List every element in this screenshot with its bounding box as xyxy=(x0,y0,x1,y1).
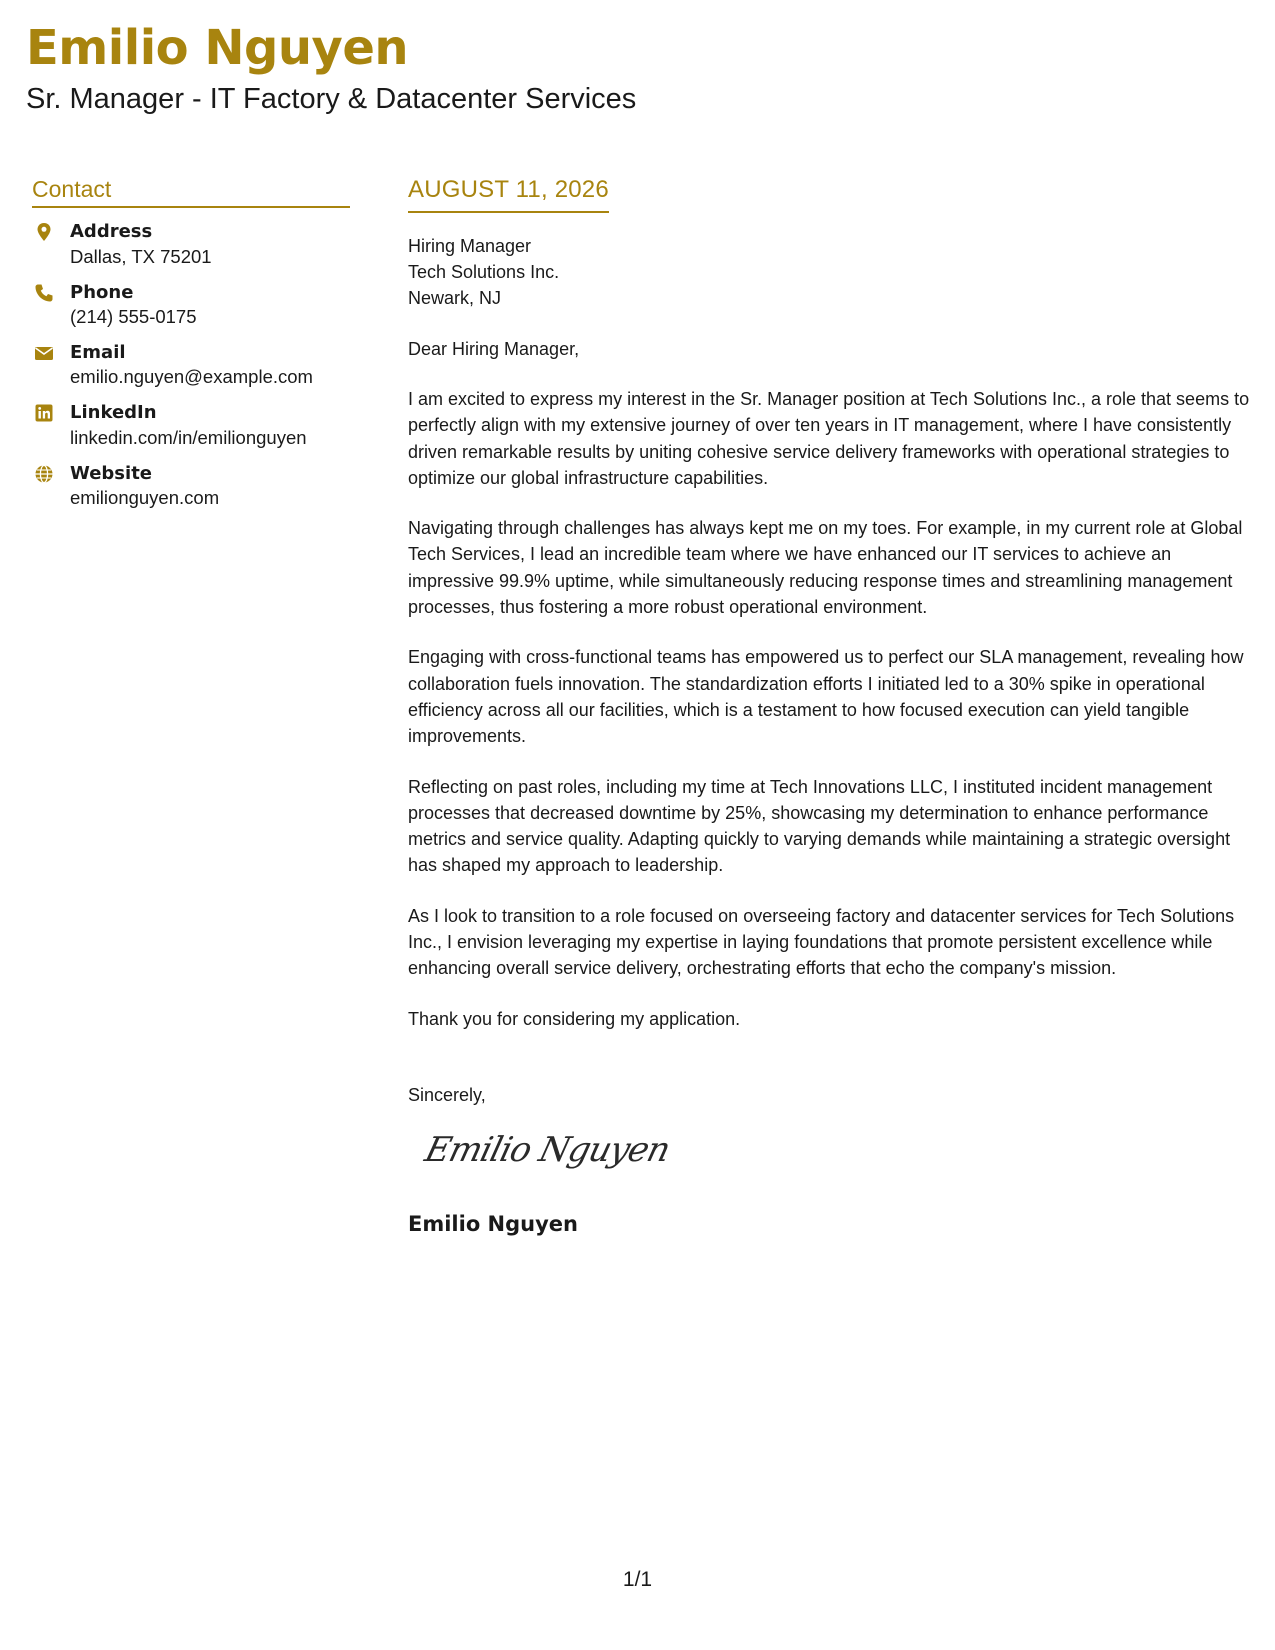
contact-heading: Contact xyxy=(32,176,350,208)
recipient-block xyxy=(408,233,1253,312)
letter-paragraph: Reflecting on past roles, including my time at Tech Innovations LLC, I instituted incident management processes that decreased downtime by 25%, showcasing my determination to enhance performance metrics and service quality. Adapting quickly to varying demands while maintaining a strategic oversight has shaped my approach to leadership. xyxy=(408,776,1231,876)
letter-date: AUGUST 11, 2026 xyxy=(408,176,609,213)
recipient-line: Newark, NJ xyxy=(408,288,502,309)
contact-label: Phone xyxy=(70,281,134,303)
contact-item-linkedin xyxy=(32,401,350,450)
page-number: 1/1 xyxy=(622,1568,653,1591)
map-pin-icon xyxy=(34,222,54,242)
contact-item-email xyxy=(32,341,350,390)
contact-label: Address xyxy=(70,221,153,243)
letter-paragraph: Thank you for considering my application. xyxy=(408,1008,741,1029)
contact-value[interactable]: linkedin.com/in/emilionguyen xyxy=(70,426,307,448)
cover-letter-body xyxy=(408,176,1253,1237)
contact-value[interactable]: emilionguyen.com xyxy=(70,486,220,508)
letter-paragraph: I am excited to express my interest in the Sr. Manager position at Tech Solutions Inc., a role that seems to perfectly align with my extensive journey of over ten years in IT management, where I have consistently driven remarkable results by uniting cohesive service delivery frameworks with operational strategies to optimize our global infrastructure capabilities. xyxy=(408,388,1250,488)
signature-script: Emilio Nguyen xyxy=(421,1130,674,1171)
envelope-icon xyxy=(34,343,54,363)
contact-value[interactable]: emilio.nguyen@example.com xyxy=(70,366,313,388)
letter-paragraph: Engaging with cross-functional teams has empowered us to perfect our SLA management, revealing how collaboration fuels innovation. The standardization efforts I initiated led to a 30% spike in operational efficiency across all our facilities, which is a testament to how focused execution can yield tangible improvements. xyxy=(408,647,1244,747)
recipient-line: Tech Solutions Inc. xyxy=(408,262,560,283)
contact-label: Email xyxy=(70,341,126,363)
contact-label: Website xyxy=(70,462,153,484)
linkedin-icon xyxy=(34,403,54,423)
letter-paragraph: Navigating through challenges has always kept me on my toes. For example, in my current role at Global Tech Services, I lead an incredible team where we have enhanced our IT services to achieve an impressive 99.9% uptime, while simultaneously reducing response times and streamlining management processes, thus fostering a more robust operational environment. xyxy=(408,518,1243,618)
letter-paragraph: As I look to transition to a role focused on overseeing factory and datacenter services for Tech Solutions Inc., I envision leveraging my expertise in laying foundations that promote persistent excellence while enhancing overall service delivery, orchestrating efforts that echo the company's mission. xyxy=(408,905,1235,979)
contact-item-website xyxy=(32,462,350,511)
contact-label: LinkedIn xyxy=(70,402,157,424)
signed-name: Emilio Nguyen xyxy=(408,1212,578,1237)
applicant-name: Emilio Nguyen xyxy=(26,20,409,76)
contact-sidebar xyxy=(32,176,350,522)
handwritten-signature xyxy=(421,1130,674,1190)
contact-item-phone xyxy=(32,281,350,330)
recipient-line: Hiring Manager xyxy=(408,235,532,256)
contact-item-address xyxy=(32,220,350,269)
phone-icon xyxy=(34,283,54,303)
globe-icon xyxy=(34,464,54,484)
closing: Sincerely, xyxy=(408,1084,486,1105)
salutation: Dear Hiring Manager, xyxy=(408,338,580,359)
contact-value: (214) 555-0175 xyxy=(70,306,197,327)
contact-value: Dallas, TX 75201 xyxy=(70,245,212,267)
applicant-job-title: Sr. Manager - IT Factory & Datacenter Services xyxy=(26,83,637,115)
